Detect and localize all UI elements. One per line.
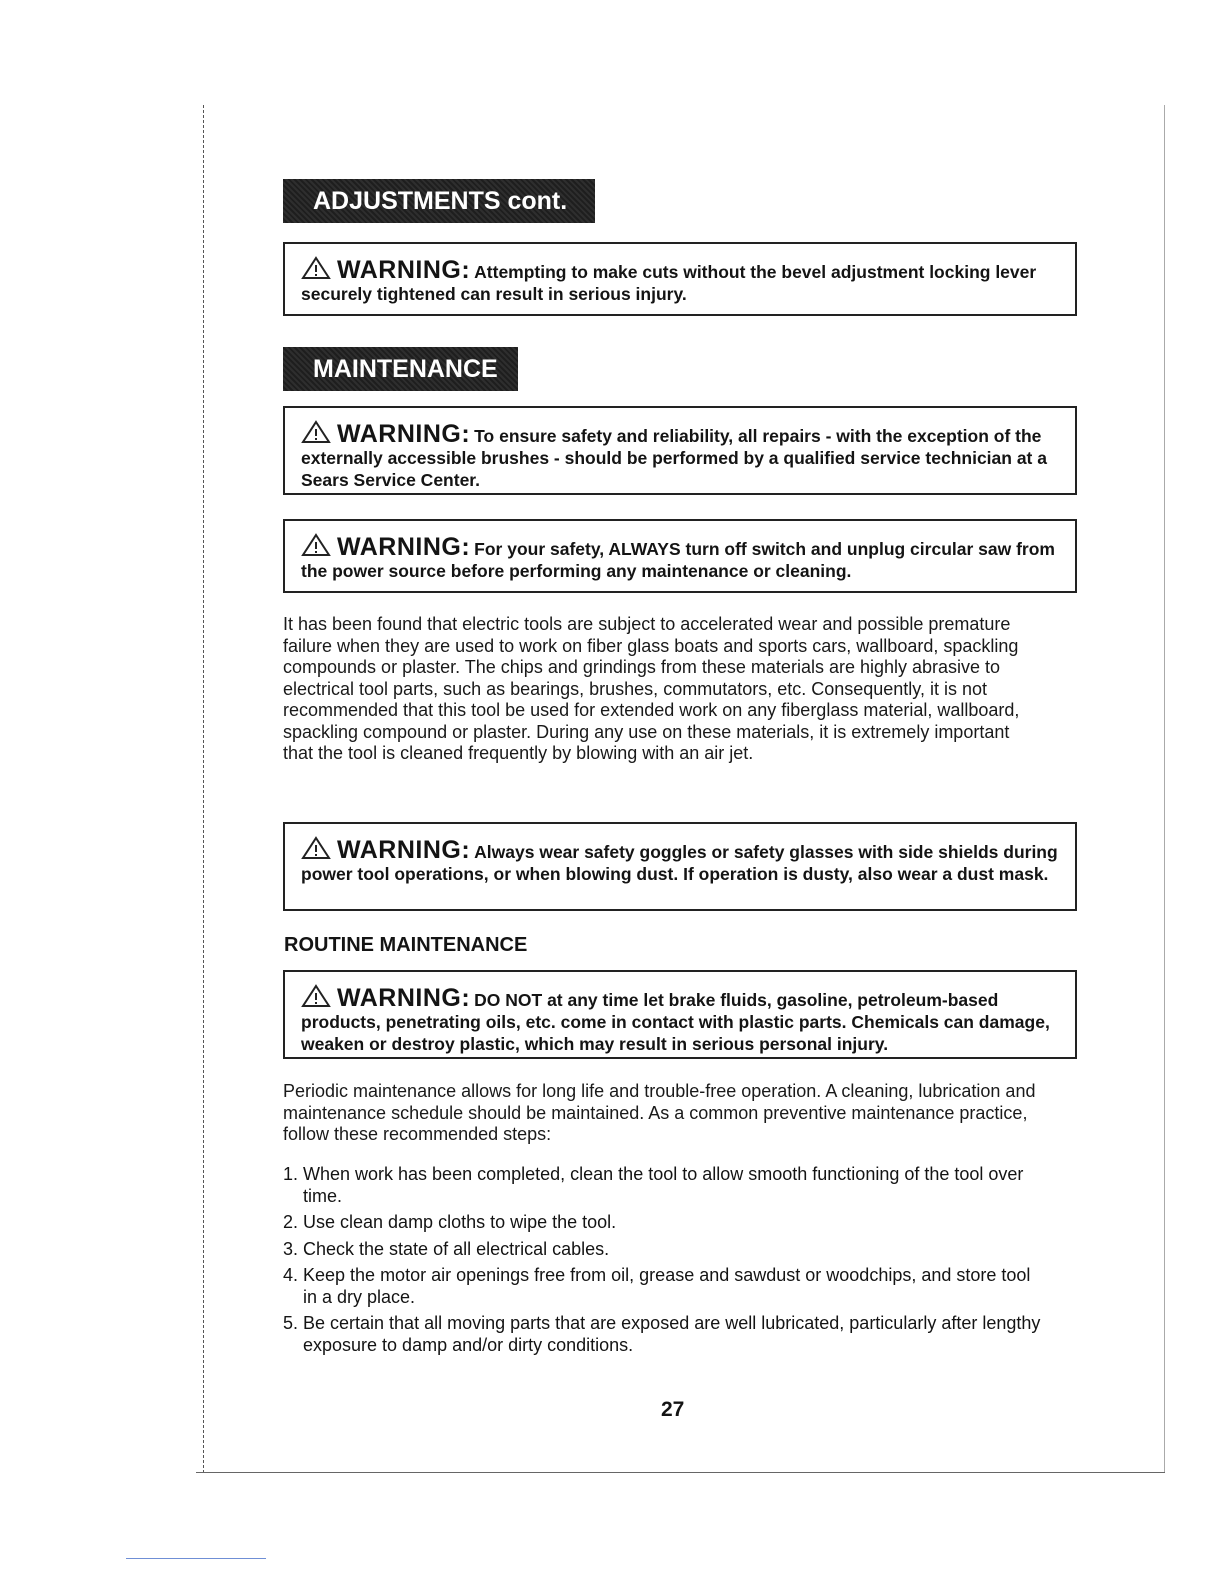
warning-box-goggles [283, 822, 1077, 911]
step-number: 3. [283, 1238, 299, 1259]
periodic-maintenance-paragraph: Periodic maintenance allows for long life and trouble-free operation. A cleaning, lubrication and maintenance schedule should be maintained. As a common preventive maintenance practice, follow these recommended steps: [283, 1081, 1036, 1144]
warning-triangle-icon [301, 533, 331, 557]
warning-triangle-icon [301, 256, 331, 280]
warning-box-unplug [283, 519, 1077, 593]
page-border-bottom [196, 1472, 1165, 1473]
warning-label: WARNING: [337, 420, 471, 448]
warning-triangle-icon [301, 420, 331, 444]
step-number: 1. [283, 1164, 299, 1184]
list-item [283, 1164, 1043, 1207]
warning-text: To ensure safety and reliability, all repairs - with the exception of the externally accessible brushes - should be performed by a qualified service technician at a Sears Service Center. [301, 426, 1047, 490]
step-number: 4. [283, 1265, 299, 1285]
step-text: When work has been completed, clean the tool to allow smooth functioning of the tool over time. [303, 1164, 1024, 1206]
list-item [283, 1313, 1043, 1356]
warning-triangle-icon [301, 984, 331, 1008]
warning-text: DO NOT at any time let brake fluids, gasoline, petroleum-based products, penetrating oils, etc. come in contact with plastic parts. Chemicals can damage, weaken or destroy plastic, which may result in serious personal injury. [301, 990, 1050, 1054]
warning-text: Attempting to make cuts without the bevel adjustment locking lever securely tightened can result in serious injury. [301, 262, 1037, 304]
warning-text: Always wear safety goggles or safety glasses with side shields during power tool operations, or when blowing dust. If operation is dusty, also wear a dust mask. [301, 842, 1058, 884]
step-text: Use clean damp cloths to wipe the tool. [303, 1212, 617, 1232]
warning-box-repairs [283, 406, 1077, 495]
adjustments-cont-header: ADJUSTMENTS cont. [283, 179, 595, 223]
page-border-right [1164, 105, 1165, 1473]
warning-label: WARNING: [337, 836, 471, 864]
warning-label: WARNING: [337, 984, 471, 1012]
page-border-left [203, 105, 204, 1473]
warning-box-chemicals [283, 970, 1077, 1059]
step-text: Keep the motor air openings free from oil, grease and sawdust or woodchips, and store tool in a dry place. [303, 1265, 1031, 1307]
list-item [283, 1212, 1043, 1234]
maintenance-header: MAINTENANCE [283, 347, 518, 391]
warning-box-bevel-lock [283, 242, 1077, 316]
warning-label: WARNING: [337, 256, 471, 284]
warning-triangle-icon [301, 836, 331, 860]
scan-artifact-line [126, 1558, 266, 1559]
routine-maintenance-heading: ROUTINE MAINTENANCE [284, 934, 528, 956]
warning-label: WARNING: [337, 533, 471, 561]
list-item [283, 1239, 1043, 1261]
maintenance-steps-list [283, 1164, 1043, 1361]
step-number: 5. [283, 1313, 299, 1333]
warning-text: For your safety, ALWAYS turn off switch and unplug circular saw from the power source before performing any maintenance or cleaning. [301, 539, 1055, 581]
step-text: Check the state of all electrical cables. [303, 1238, 610, 1259]
list-item [283, 1265, 1043, 1308]
step-text: Be certain that all moving parts that are exposed are well lubricated, particularly after lengthy exposure to damp and/or dirty conditions. [303, 1313, 1041, 1355]
abrasive-materials-paragraph: It has been found that electric tools are subject to accelerated wear and possible premature failure when they are used to work on fiber glass boats and sports cars, wallboard, spackling compounds or plaster. The chips and grindings from these materials are highly abrasive to electrical tool parts, such as bearings, brushes, commutators, etc. Consequently, it is not recommended that this tool be used for extended work on any fiberglass material, wallboard, spackling compound or plaster. During any use on these materials, it is extremely important that the tool is cleaned frequently by blowing with an air jet. [283, 614, 1020, 763]
step-number: 2. [283, 1212, 299, 1232]
page-number: 27 [661, 1398, 685, 1421]
